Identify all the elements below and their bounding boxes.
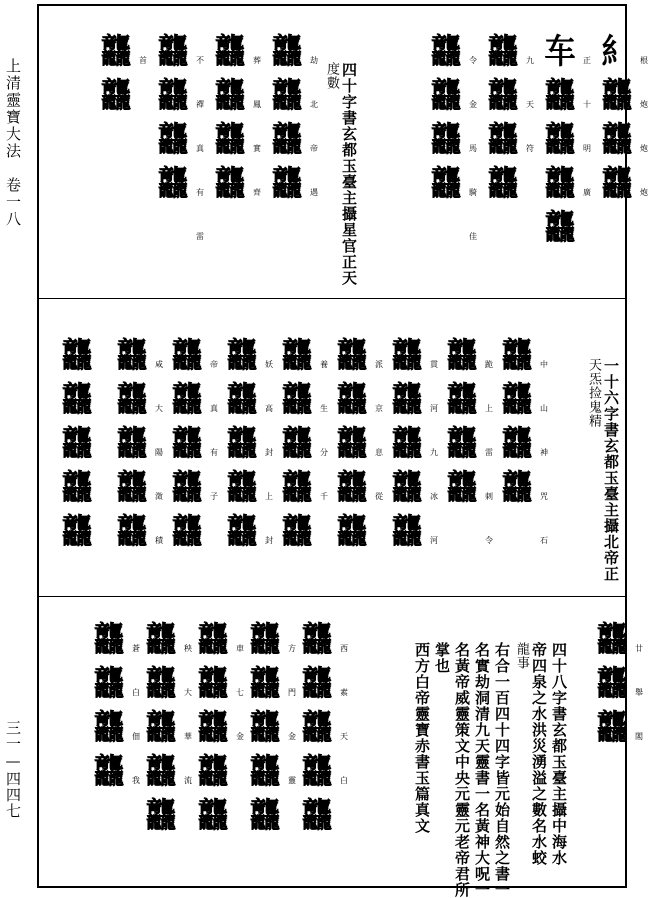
- seal-glyph: 龘: [501, 336, 533, 376]
- gloss-annotation: 方: [288, 644, 296, 653]
- gloss-annotation: 齊: [253, 188, 261, 197]
- seal-glyph: 龘: [226, 468, 258, 508]
- gloss-annotation: 禪: [196, 100, 204, 109]
- seal-glyph: 龘: [197, 752, 229, 792]
- seal-glyph: 龘: [487, 32, 519, 72]
- gloss-annotation: 帝: [310, 144, 318, 153]
- seal-script-column: [144, 618, 178, 838]
- gloss-annotation: 七: [236, 688, 244, 697]
- gloss-annotation: 派: [375, 360, 383, 369]
- gloss-annotation: 炮: [640, 100, 648, 109]
- seal-glyph: 龘: [336, 336, 368, 376]
- seal-script-column: [429, 30, 463, 206]
- seal-script-column: [170, 334, 204, 554]
- panel-divider-2: [37, 596, 627, 597]
- heading-column: 度數: [324, 62, 339, 90]
- seal-glyph: 龘: [197, 664, 229, 704]
- seal-glyph: 龘: [116, 336, 148, 376]
- seal-glyph: 龘: [391, 424, 423, 464]
- seal-glyph: 龘: [157, 76, 189, 116]
- gloss-annotation: 河: [430, 536, 438, 545]
- gloss-annotation: 神: [540, 448, 548, 457]
- seal-glyph: 龘: [145, 708, 177, 748]
- gloss-annotation: 明: [583, 144, 591, 153]
- seal-glyph: 龘: [61, 468, 93, 508]
- seal-glyph: 龘: [601, 76, 633, 116]
- gloss-annotation: 金: [288, 732, 296, 741]
- seal-glyph: 龘: [281, 468, 313, 508]
- seal-glyph: 龘: [61, 336, 93, 376]
- seal-glyph: 龘: [249, 664, 281, 704]
- seal-glyph: 龘: [171, 424, 203, 464]
- seal-glyph: 龘: [214, 120, 246, 160]
- seal-glyph: 龘: [145, 752, 177, 792]
- seal-script-column: [156, 30, 190, 206]
- gloss-annotation: 舉: [635, 688, 643, 697]
- seal-script-column: [600, 30, 634, 206]
- gloss-annotation: 從: [375, 492, 383, 501]
- seal-glyph: 龘: [430, 120, 462, 160]
- seal-glyph: 龘: [281, 512, 313, 552]
- gloss-annotation: 有: [210, 448, 218, 457]
- seal-glyph: 龘: [61, 380, 93, 420]
- seal-glyph: ⻋: [544, 32, 576, 72]
- seal-glyph: 龘: [226, 380, 258, 420]
- gloss-annotation: 靈: [288, 776, 296, 785]
- gloss-annotation: 冰: [430, 492, 438, 501]
- gloss-annotation: 廿: [635, 644, 643, 653]
- seal-glyph: 龘: [430, 76, 462, 116]
- seal-glyph: ⺯: [601, 32, 633, 72]
- panel-divider-1: [37, 298, 627, 299]
- seal-glyph: 龘: [446, 336, 478, 376]
- gloss-annotation: 分: [320, 448, 328, 457]
- gloss-annotation: 雷: [196, 232, 204, 241]
- seal-glyph: 龘: [596, 664, 628, 704]
- seal-glyph: 龘: [271, 120, 303, 160]
- seal-glyph: 龘: [601, 120, 633, 160]
- seal-glyph: 龘: [61, 512, 93, 552]
- panel-top: [40, 8, 648, 296]
- gloss-annotation: 廣: [583, 188, 591, 197]
- gloss-annotation: 葬: [253, 56, 261, 65]
- gloss-annotation: 令: [469, 56, 477, 65]
- seal-glyph: 龘: [544, 164, 576, 204]
- gloss-annotation: 鳳: [253, 100, 261, 109]
- seal-glyph: 龘: [157, 32, 189, 72]
- gloss-annotation: 不: [196, 56, 204, 65]
- gloss-annotation: 中: [540, 360, 548, 369]
- gloss-annotation: 十: [583, 100, 591, 109]
- gloss-annotation: 秧: [184, 644, 192, 653]
- seal-glyph: 龘: [116, 380, 148, 420]
- seal-glyph: 龘: [430, 164, 462, 204]
- seal-glyph: 龘: [145, 620, 177, 660]
- seal-glyph: 龘: [487, 120, 519, 160]
- seal-glyph: 龘: [336, 380, 368, 420]
- gloss-annotation: 符: [526, 144, 534, 153]
- gloss-annotation: 金: [469, 100, 477, 109]
- gloss-annotation: 高: [265, 404, 273, 413]
- gloss-annotation: 封: [265, 448, 273, 457]
- seal-glyph: 龘: [226, 336, 258, 376]
- gloss-annotation: 千: [320, 492, 328, 501]
- gloss-annotation: 白: [132, 688, 140, 697]
- seal-glyph: 龘: [301, 796, 333, 836]
- seal-glyph: 龘: [249, 620, 281, 660]
- seal-glyph: 龘: [171, 336, 203, 376]
- seal-glyph: 龘: [301, 620, 333, 660]
- seal-script-column: [99, 30, 133, 118]
- seal-script-column: [543, 30, 577, 250]
- heading-column: 四十八字書玄都玉臺主攝中海水: [550, 642, 568, 866]
- seal-glyph: 龘: [446, 468, 478, 508]
- gloss-annotation: 蒼: [132, 644, 140, 653]
- gloss-annotation: 雷: [485, 448, 493, 457]
- gloss-annotation: 西: [340, 644, 348, 653]
- seal-script-column: [225, 334, 259, 554]
- heading-column: 天炁捡鬼精: [586, 358, 601, 428]
- seal-glyph: 龘: [214, 32, 246, 72]
- seal-glyph: 龘: [249, 752, 281, 792]
- seal-glyph: 龘: [336, 424, 368, 464]
- seal-glyph: 龘: [197, 708, 229, 748]
- seal-glyph: 龘: [336, 512, 368, 552]
- heading-column: 龍事: [514, 642, 529, 670]
- gloss-annotation: 天: [526, 100, 534, 109]
- gloss-annotation: 九: [526, 56, 534, 65]
- seal-script-column: [270, 30, 304, 206]
- seal-glyph: 龘: [281, 336, 313, 376]
- gloss-annotation: 上: [265, 492, 273, 501]
- seal-glyph: 龘: [197, 796, 229, 836]
- gloss-annotation: 門: [288, 688, 296, 697]
- seal-glyph: 龘: [544, 120, 576, 160]
- gloss-annotation: 河: [430, 404, 438, 413]
- seal-glyph: 龘: [271, 164, 303, 204]
- book-title-margin: 上清靈寶大法 卷一八: [4, 58, 22, 228]
- gloss-annotation: 騎: [469, 188, 477, 197]
- gloss-annotation: 石: [540, 536, 548, 545]
- gloss-annotation: 令: [485, 536, 493, 545]
- heading-column: 四十字書玄都玉臺主攝星官正天: [340, 62, 358, 286]
- gloss-annotation: 流: [184, 776, 192, 785]
- gloss-annotation: 實: [253, 144, 261, 153]
- gloss-annotation: 貫: [430, 360, 438, 369]
- seal-glyph: 龘: [544, 76, 576, 116]
- seal-glyph: 龘: [249, 796, 281, 836]
- seal-glyph: 龘: [93, 752, 125, 792]
- seal-glyph: 龘: [226, 424, 258, 464]
- seal-glyph: 龘: [61, 424, 93, 464]
- gloss-annotation: 炮: [640, 144, 648, 153]
- gloss-annotation: 車: [236, 644, 244, 653]
- seal-script-column: [115, 334, 149, 554]
- seal-glyph: 龘: [93, 708, 125, 748]
- seal-glyph: 龘: [487, 76, 519, 116]
- seal-glyph: 龘: [116, 512, 148, 552]
- seal-script-column: [300, 618, 334, 838]
- gloss-annotation: 遇: [310, 188, 318, 197]
- seal-glyph: 龘: [596, 620, 628, 660]
- seal-script-column: [248, 618, 282, 838]
- heading-column: 帝四泉之水洪災湧溢之數名水蛟: [530, 642, 548, 866]
- gloss-annotation: 帝: [210, 360, 218, 369]
- seal-glyph: 龘: [116, 468, 148, 508]
- gloss-annotation: 有: [196, 188, 204, 197]
- seal-glyph: 龘: [446, 380, 478, 420]
- gloss-annotation: 真: [210, 404, 218, 413]
- heading-column: 一十六字書玄都玉臺主攝北帝正: [602, 358, 620, 582]
- seal-glyph: 龘: [281, 380, 313, 420]
- gloss-annotation: 養: [320, 360, 328, 369]
- seal-glyph: 龘: [100, 76, 132, 116]
- gloss-annotation: 根: [640, 56, 648, 65]
- panel-bottom: [40, 600, 643, 898]
- seal-glyph: 龘: [391, 512, 423, 552]
- seal-glyph: 龘: [301, 664, 333, 704]
- gloss-annotation: 生: [320, 404, 328, 413]
- seal-glyph: 龘: [197, 620, 229, 660]
- seal-glyph: 龘: [93, 620, 125, 660]
- seal-glyph: 龘: [391, 468, 423, 508]
- seal-glyph: 龘: [249, 708, 281, 748]
- gloss-annotation: 正: [583, 56, 591, 65]
- gloss-annotation: 澂: [155, 492, 163, 501]
- gloss-annotation: 炮: [640, 188, 648, 197]
- seal-glyph: 龘: [157, 164, 189, 204]
- seal-glyph: 龘: [171, 512, 203, 552]
- seal-glyph: 龘: [157, 120, 189, 160]
- gloss-annotation: 陽: [155, 448, 163, 457]
- seal-script-column: [335, 334, 369, 554]
- heading-column: 西方白帝靈寶赤書玉篇真文: [413, 642, 431, 834]
- gloss-annotation: 劫: [310, 56, 318, 65]
- seal-glyph: 龘: [446, 424, 478, 464]
- gloss-annotation: 京: [375, 404, 383, 413]
- seal-glyph: 龘: [336, 468, 368, 508]
- seal-glyph: 龘: [501, 380, 533, 420]
- gloss-annotation: 大: [155, 404, 163, 413]
- gloss-annotation: 山: [540, 404, 548, 413]
- gloss-annotation: 子: [210, 492, 218, 501]
- seal-glyph: 龘: [93, 664, 125, 704]
- gloss-annotation: 佃: [132, 732, 140, 741]
- seal-glyph: 龘: [145, 664, 177, 704]
- seal-glyph: 龘: [501, 424, 533, 464]
- heading-column: 右合一百四十四字皆元始自然之書一: [493, 642, 511, 898]
- seal-glyph: 龘: [596, 708, 628, 748]
- gloss-annotation: 九: [430, 448, 438, 457]
- gloss-annotation: 咸: [155, 360, 163, 369]
- seal-glyph: 龘: [601, 164, 633, 204]
- seal-script-column: [213, 30, 247, 206]
- seal-glyph: 龘: [171, 380, 203, 420]
- seal-glyph: 龘: [271, 76, 303, 116]
- panel-middle: [40, 302, 624, 594]
- gloss-annotation: 積: [155, 536, 163, 545]
- seal-script-column: [92, 618, 126, 794]
- gloss-annotation: 北: [310, 100, 318, 109]
- gloss-annotation: 咒: [540, 492, 548, 501]
- seal-glyph: 龘: [116, 424, 148, 464]
- gloss-annotation: 佳: [469, 232, 477, 241]
- gloss-annotation: 妖: [265, 360, 273, 369]
- page-number-margin: 三一—四四七: [4, 720, 22, 819]
- gloss-annotation: 素: [340, 688, 348, 697]
- seal-glyph: 龘: [281, 424, 313, 464]
- gloss-annotation: 刺: [485, 492, 493, 501]
- seal-script-column: [595, 618, 629, 750]
- seal-script-column: [486, 30, 520, 206]
- seal-script-column: [445, 334, 479, 510]
- seal-glyph: 龘: [145, 796, 177, 836]
- gloss-annotation: 真: [196, 144, 204, 153]
- seal-glyph: 龘: [391, 336, 423, 376]
- seal-glyph: 龘: [301, 752, 333, 792]
- seal-glyph: 龘: [100, 32, 132, 72]
- seal-glyph: 龘: [214, 164, 246, 204]
- gloss-annotation: 跪: [485, 360, 493, 369]
- heading-column: 名實劫洞清九天靈書一名黃神大呪一: [473, 642, 491, 898]
- gloss-annotation: 大: [184, 688, 192, 697]
- seal-glyph: 龘: [226, 512, 258, 552]
- seal-glyph: 龘: [487, 164, 519, 204]
- seal-glyph: 龘: [501, 468, 533, 508]
- seal-glyph: 龘: [391, 380, 423, 420]
- heading-column: 掌也: [433, 642, 451, 674]
- seal-script-column: [500, 334, 534, 510]
- gloss-annotation: 上: [485, 404, 493, 413]
- gloss-annotation: 我: [132, 776, 140, 785]
- gloss-annotation: 華: [184, 732, 192, 741]
- seal-script-column: [280, 334, 314, 554]
- seal-script-column: [60, 334, 94, 554]
- gloss-annotation: 天: [340, 732, 348, 741]
- gloss-annotation: 息: [375, 448, 383, 457]
- seal-glyph: 龘: [430, 32, 462, 72]
- seal-script-column: [390, 334, 424, 554]
- gloss-annotation: 金: [236, 732, 244, 741]
- gloss-annotation: 閣: [635, 732, 643, 741]
- seal-glyph: 龘: [301, 708, 333, 748]
- seal-glyph: 龘: [271, 32, 303, 72]
- gloss-annotation: 首: [139, 56, 147, 65]
- seal-glyph: 龘: [214, 76, 246, 116]
- gloss-annotation: 白: [340, 776, 348, 785]
- gloss-annotation: 馬: [469, 144, 477, 153]
- seal-glyph: 龘: [171, 468, 203, 508]
- heading-column: 名黃帝威靈策文中央元靈元老帝君所: [453, 642, 471, 898]
- seal-glyph: 龘: [544, 208, 576, 248]
- gloss-annotation: 封: [265, 536, 273, 545]
- seal-script-column: [196, 618, 230, 838]
